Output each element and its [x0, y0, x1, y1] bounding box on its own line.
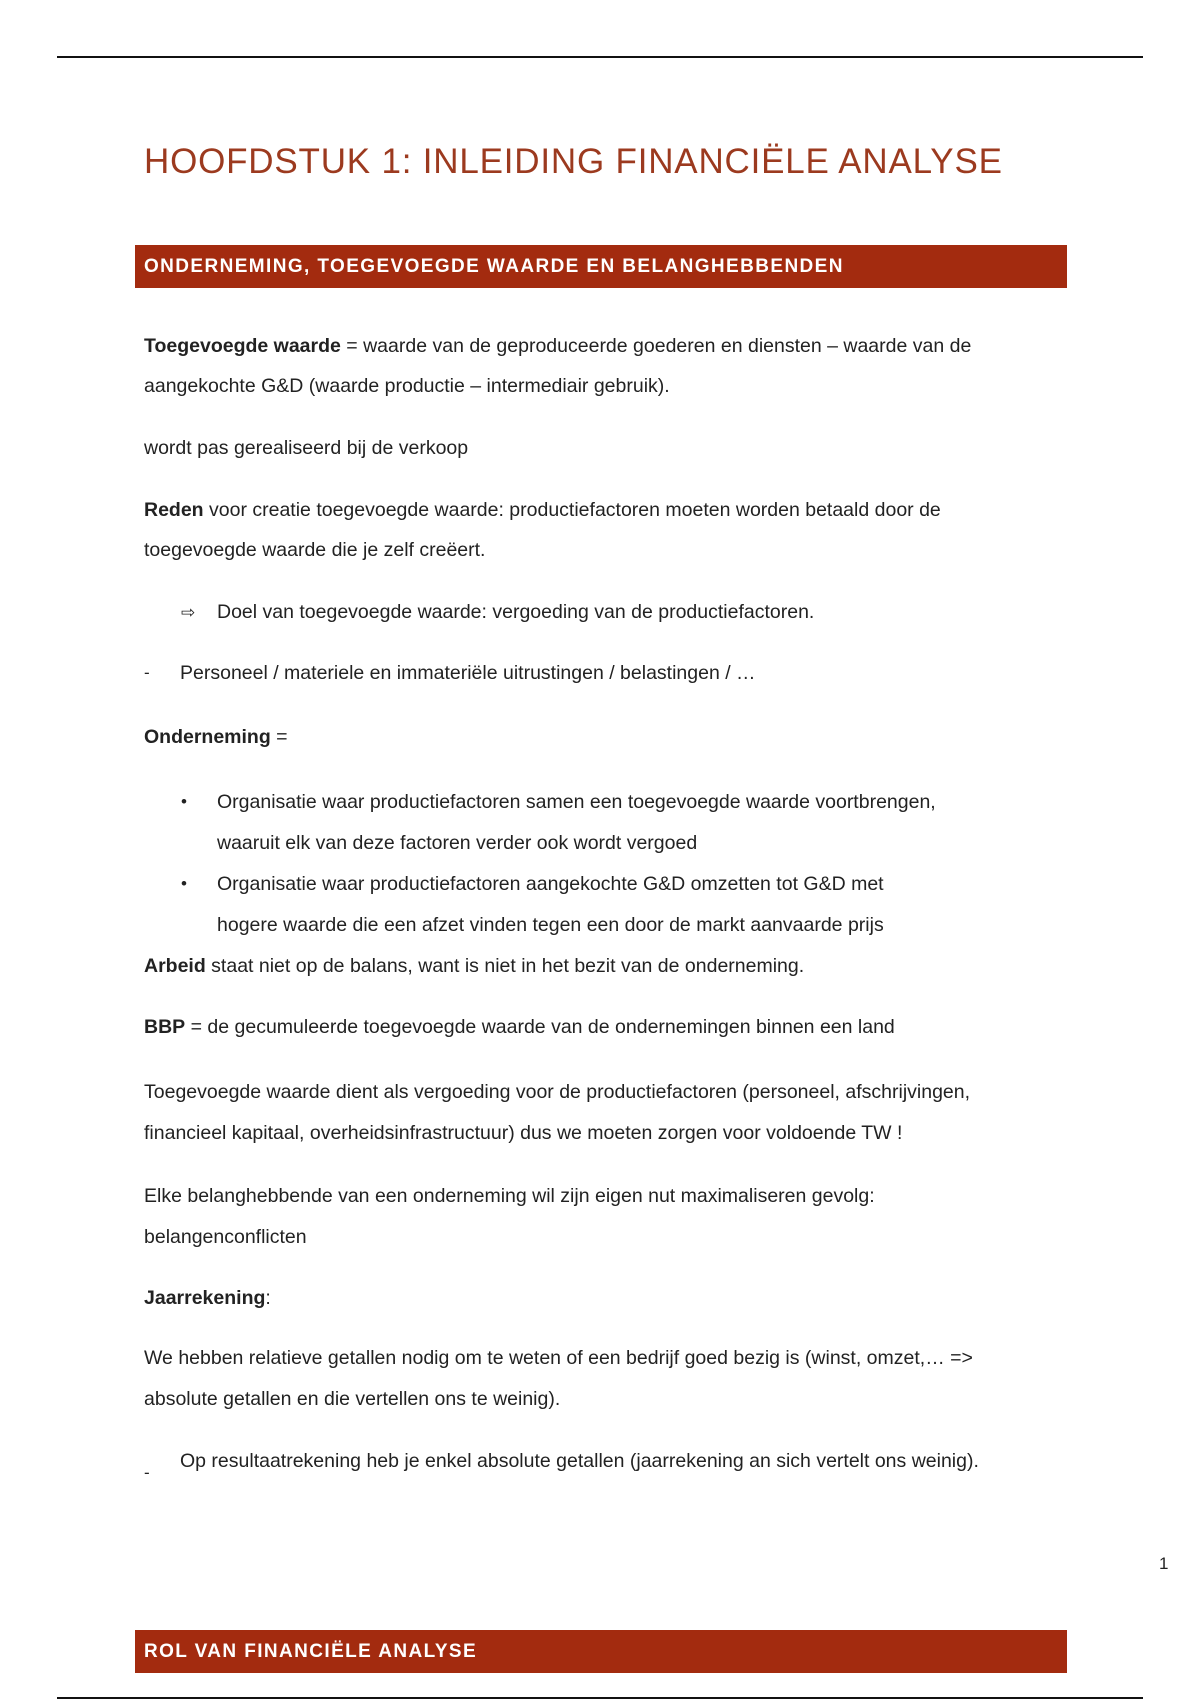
paragraph-jaarrekening: [144, 1287, 271, 1310]
term-onderneming: Onderneming: [144, 726, 271, 748]
paragraph-arbeid: [144, 955, 804, 978]
section-heading-onderneming: ONDERNEMING, TOEGEVOEGDE WAARDE EN BELANGHEBBENDEN: [135, 245, 1067, 288]
paragraph-relatief-line2: absolute getallen en die vertellen ons te weinig).: [144, 1388, 561, 1410]
list-item-organisatie-2-line2: hogere waarde die een afzet vinden tegen een door de markt aanvaarde prijs: [217, 914, 884, 936]
dot-bullet-icon: •: [181, 874, 187, 893]
paragraph-belang-line1: Elke belanghebbende van een onderneming wil zijn eigen nut maximaliseren gevolg:: [144, 1185, 875, 1207]
term-arbeid: Arbeid: [144, 955, 206, 977]
bottom-rule: [57, 1697, 1143, 1699]
paragraph-relatief-line1: We hebben relatieve getallen nodig om te weten of een bedrijf goed bezig is (winst, omzet,… =>: [144, 1347, 973, 1369]
arrow-item-doel: Doel van toegevoegde waarde: vergoeding van de productiefactoren.: [217, 601, 815, 623]
paragraph-bbp: [144, 1016, 895, 1039]
paragraph-gerealiseerd: wordt pas gerealiseerd bij de verkoop: [144, 437, 469, 459]
onderneming-equals: =: [270, 726, 288, 748]
term-bbp: BBP: [144, 1016, 186, 1038]
definition-text: = waarde van de geproduceerde goederen en diensten – waarde van de: [340, 335, 972, 357]
dash-bullet-icon: -: [144, 663, 150, 682]
term-toegevoegde-waarde: Toegevoegde waarde: [144, 335, 341, 357]
list-item-organisatie-1-line2: waaruit elk van deze factoren verder ook wordt vergoed: [217, 832, 698, 854]
page-number: 1: [1159, 1554, 1169, 1573]
list-item-organisatie-1-line1: Organisatie waar productiefactoren samen een toegevoegde waarde voortbrengen,: [217, 791, 936, 813]
paragraph-tw-line1: Toegevoegde waarde dient als vergoeding voor de productiefactoren (personeel, afschrijvingen,: [144, 1081, 971, 1103]
list-item-organisatie-2-line1: Organisatie waar productiefactoren aangekochte G&D omzetten tot G&D met: [217, 873, 884, 895]
paragraph-reden-line2: toegevoegde waarde die je zelf creëert.: [144, 539, 486, 561]
top-rule: [57, 56, 1143, 58]
dash-bullet-icon: -: [144, 1463, 150, 1482]
chapter-title: HOOFDSTUK 1: INLEIDING FINANCIËLE ANALYSE: [144, 142, 1003, 181]
paragraph-toegevoegde-waarde-line1: [144, 335, 971, 358]
arbeid-text: staat niet op de balans, want is niet in het bezit van de onderneming.: [205, 955, 805, 977]
paragraph-onderneming: [144, 726, 288, 749]
section-heading-rol: ROL VAN FINANCIËLE ANALYSE: [135, 1630, 1067, 1673]
dash-item-resultaatrekening: Op resultaatrekening heb je enkel absolute getallen (jaarrekening an sich vertelt ons weinig).: [180, 1450, 979, 1472]
term-reden: Reden: [144, 499, 204, 521]
jaarrekening-colon: :: [265, 1287, 271, 1309]
arrow-icon: ⇨: [181, 603, 196, 622]
paragraph-tw-line2: financieel kapitaal, overheidsinfrastructuur) dus we moeten zorgen voor voldoende TW !: [144, 1122, 903, 1144]
paragraph-belang-line2: belangenconflicten: [144, 1226, 307, 1248]
dash-item-personeel: Personeel / materiele en immateriële uitrustingen / belastingen / …: [180, 662, 756, 684]
reden-text: voor creatie toegevoegde waarde: productiefactoren moeten worden betaald door de: [203, 499, 941, 521]
paragraph-reden-line1: [144, 499, 941, 522]
term-jaarrekening: Jaarrekening: [144, 1287, 266, 1309]
dot-bullet-icon: •: [181, 792, 187, 811]
paragraph-toegevoegde-waarde-line2: aangekochte G&D (waarde productie – intermediair gebruik).: [144, 375, 670, 397]
bbp-text: = de gecumuleerde toegevoegde waarde van de ondernemingen binnen een land: [185, 1016, 895, 1038]
